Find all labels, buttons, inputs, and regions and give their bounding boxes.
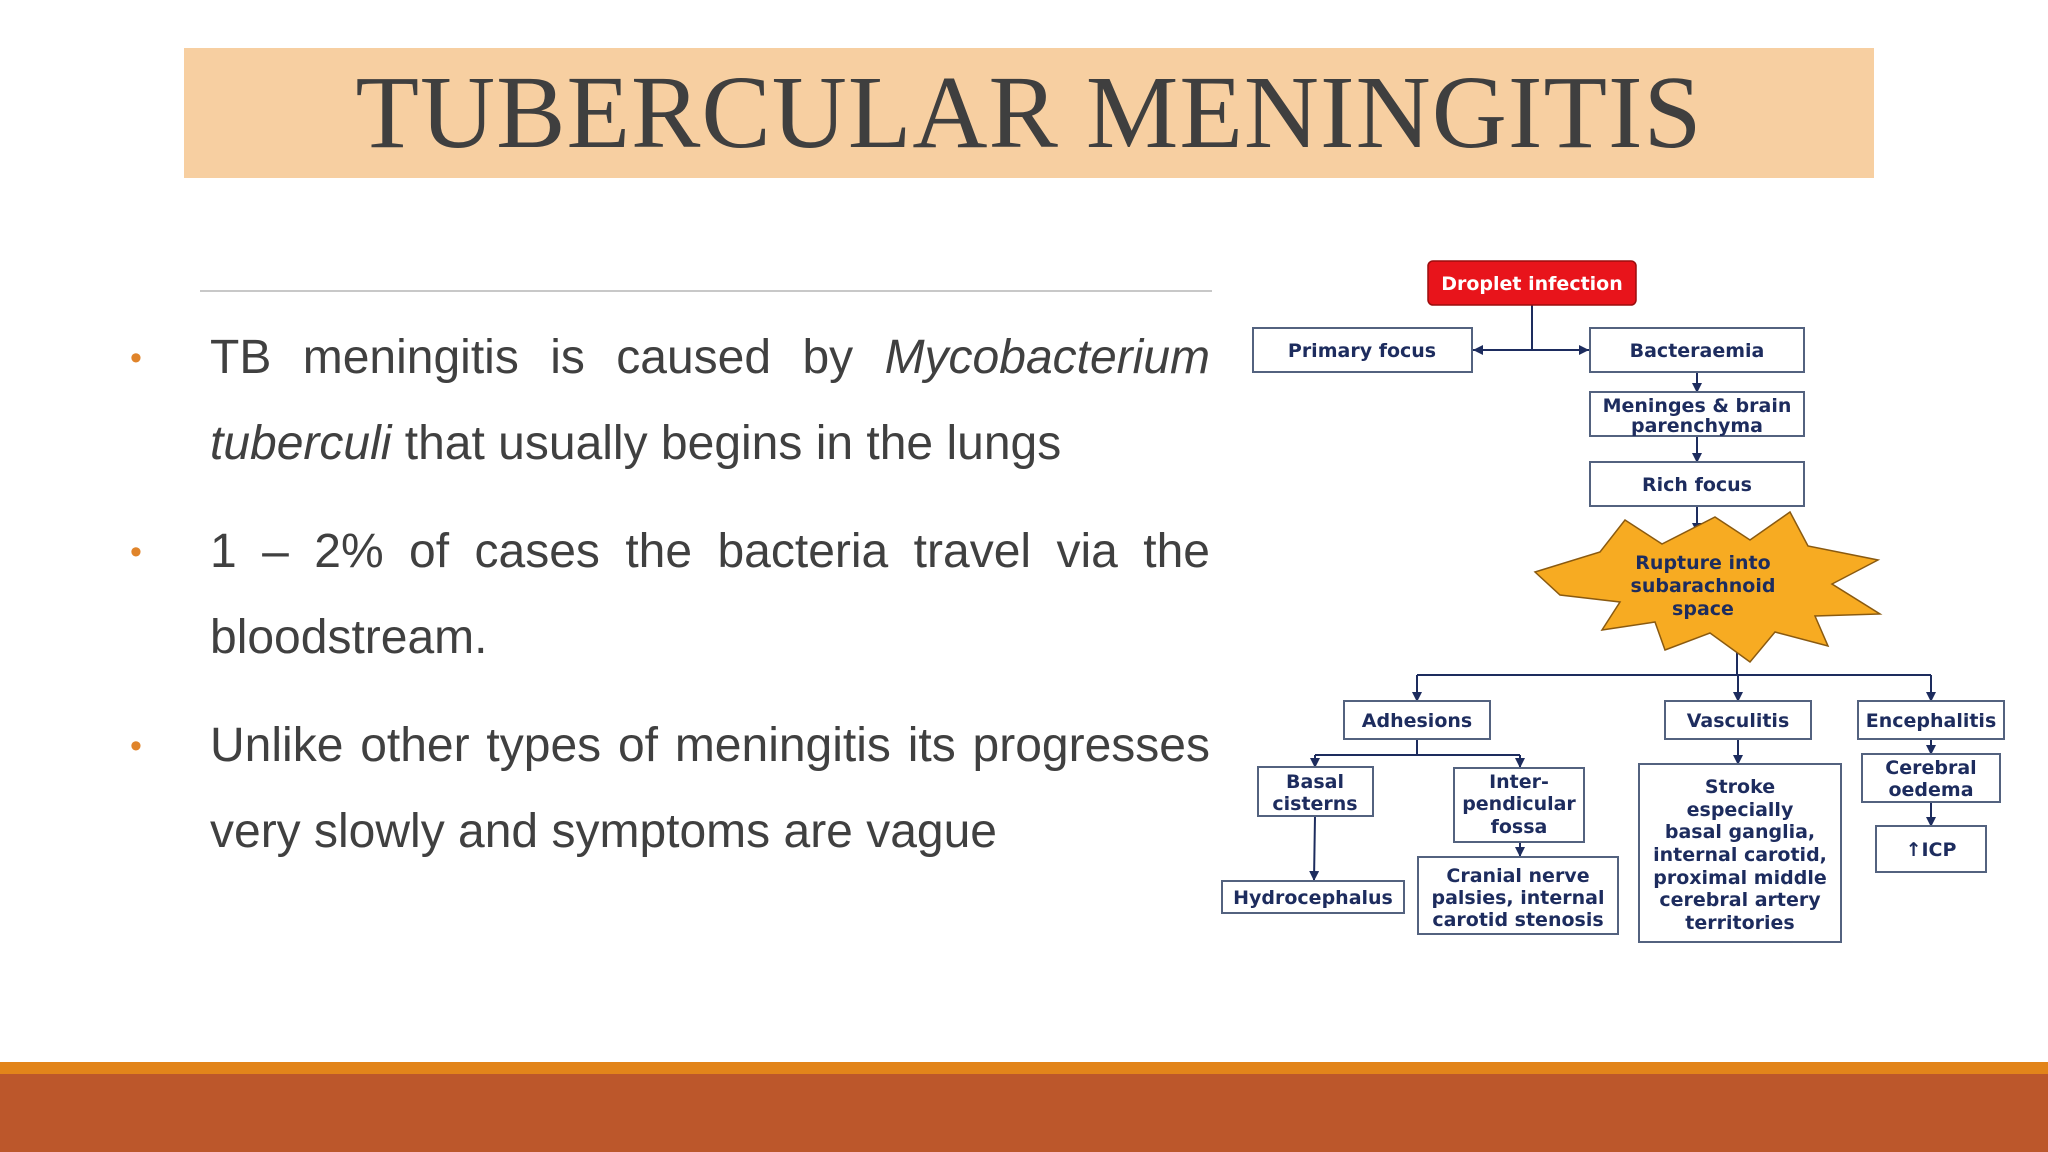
vasculitis-label: Vasculitis <box>1686 710 1790 732</box>
pathogenesis-flowchart <box>1210 250 2010 950</box>
stroke-label-line-2: especially <box>1686 799 1794 821</box>
cranial-label-line-1: Cranial nerve <box>1446 865 1590 887</box>
meninges-label-line-1: Meninges & brain <box>1602 395 1792 417</box>
droplet-infection-label: Droplet infection <box>1441 273 1623 295</box>
stroke-label-line-6: cerebral artery <box>1659 889 1821 911</box>
rupture-label-line-2: subarachnoid <box>1630 575 1776 597</box>
slide-title: TUBERCULAR MENINGITIS <box>355 55 1703 170</box>
bullet-dot-icon: • <box>130 533 142 571</box>
interpeduncular-label-line-3: fossa <box>1490 816 1548 838</box>
divider-line <box>200 290 1212 292</box>
interpeduncular-label-line-1: Inter- <box>1489 771 1549 793</box>
rich-focus-label: Rich focus <box>1642 474 1752 496</box>
icp-label: ↑ICP <box>1905 839 1957 861</box>
primary-focus-label: Primary focus <box>1287 340 1437 362</box>
rupture-label-line-1: Rupture into <box>1635 552 1771 574</box>
interpeduncular-label-line-2: pendicular <box>1462 793 1576 815</box>
basal-cisterns-label-line-2: cisterns <box>1272 793 1358 815</box>
bullet-item-1 <box>130 315 1210 487</box>
basal-cisterns-label-line-1: Basal <box>1286 771 1344 793</box>
bacteraemia-label: Bacteraemia <box>1629 340 1765 362</box>
bullet-item-2 <box>130 509 1210 681</box>
bullet-dot-icon: • <box>130 339 142 377</box>
stroke-label-line-5: proximal middle <box>1653 867 1827 889</box>
title-band <box>184 48 1874 178</box>
bullet-list <box>130 315 1210 897</box>
stroke-label-line-1: Stroke <box>1704 776 1776 798</box>
bullet-text-1: TB meningitis is caused by Mycobacterium tuberculi that usually begins in the lungs <box>210 331 1210 470</box>
stroke-label-line-7: territories <box>1685 912 1795 934</box>
stroke-label-line-3: basal ganglia, <box>1664 821 1816 843</box>
footer-accent-line <box>0 1062 2048 1074</box>
meninges-label-line-2: parenchyma <box>1631 415 1763 437</box>
encephalitis-label: Encephalitis <box>1865 710 1997 732</box>
bullet-dot-icon: • <box>130 727 142 765</box>
cranial-label-line-3: carotid stenosis <box>1432 909 1604 931</box>
bullet-text-2: 1 – 2% of cases the bacteria travel via the bloodstream. <box>210 525 1210 664</box>
bullet-text-3: Unlike other types of meningitis its progresses very slowly and symptoms are vague <box>210 719 1210 858</box>
bullet-item-3 <box>130 703 1210 875</box>
footer-bar <box>0 1074 2048 1152</box>
hydrocephalus-label: Hydrocephalus <box>1233 887 1393 909</box>
rupture-label-line-3: space <box>1672 598 1734 620</box>
cranial-label-line-2: palsies, internal <box>1431 887 1605 909</box>
adhesions-label: Adhesions <box>1361 710 1473 732</box>
cerebral-oedema-label-line-2: oedema <box>1888 779 1974 801</box>
cerebral-oedema-label-line-1: Cerebral <box>1885 757 1977 779</box>
stroke-label-line-4: internal carotid, <box>1653 844 1827 866</box>
